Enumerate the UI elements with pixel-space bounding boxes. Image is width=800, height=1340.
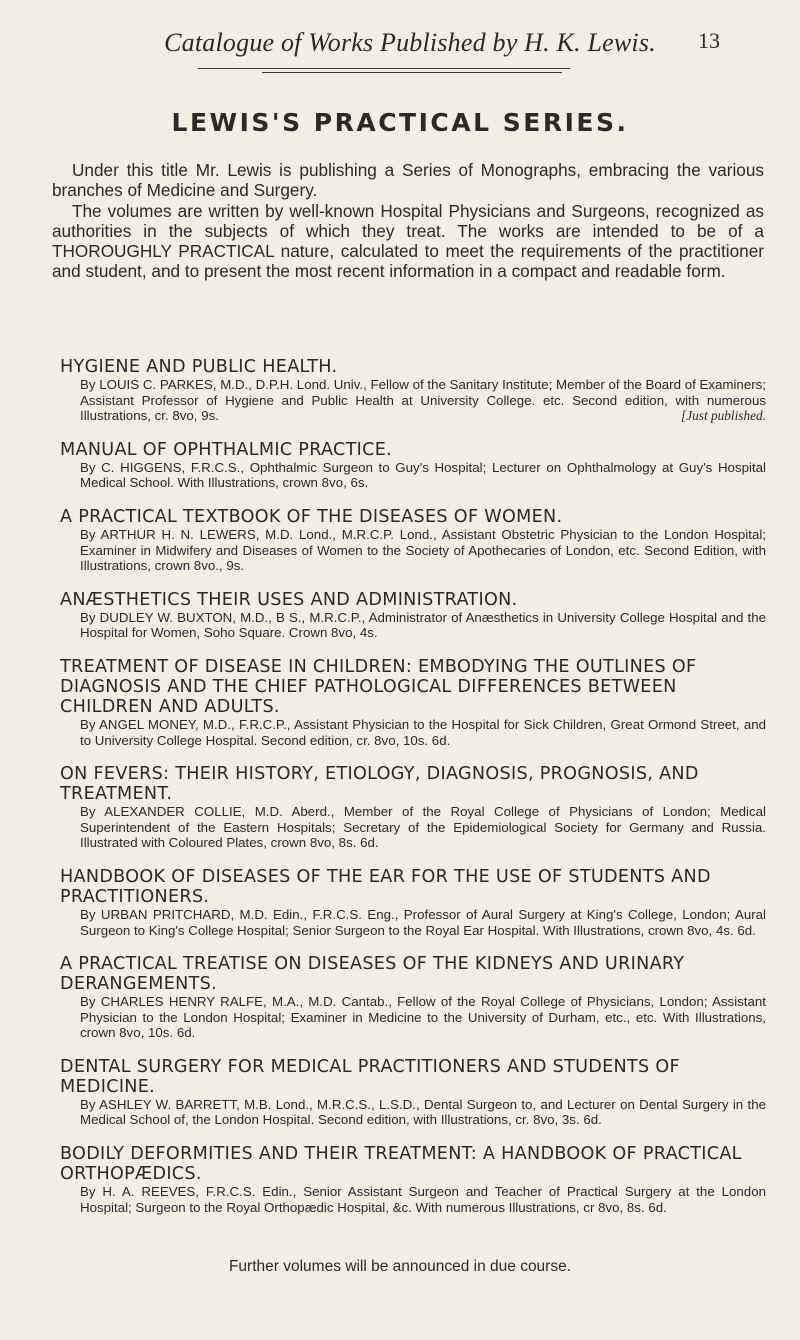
publication-note: [Just published.: [681, 408, 766, 424]
page-number: 13: [698, 28, 720, 53]
book-title: A PRACTICAL TEXTBOOK OF THE DISEASES OF WOMEN.: [60, 506, 563, 527]
header-rule-upper: [198, 68, 570, 69]
book-details: By LOUIS C. PARKES, M.D., D.P.H. Lond. Univ., Fellow of the Sanitary Institute; Member of the Board of Examiners; Assistant Professor of Hygiene and Public Health at University College. etc. Second edition, with numerous Illustrations, cr. 8vo, 9s.: [80, 377, 766, 424]
intro-paragraph-2: The volumes are written by well-known Hospital Physicians and Surgeons, recognized as authorities in the subjects of which they treat. The works are intended to be of a THOROUGHLY PRACTICAL nature, calculated to meet the requirements of the practitioner and student, and to present the most recent information in a compact and readable form.: [52, 200, 764, 282]
book-entry: [60, 867, 766, 938]
closing-note: Further volumes will be announced in due course.: [228, 1258, 572, 1275]
book-details: By URBAN PRITCHARD, M.D. Edin., F.R.C.S. Eng., Professor of Aural Surgery at King's College, London; Aural Surgeon to King's College Hospital; Senior Surgeon to the Royal Ear Hospital. With Illustrations, crown 8vo, 4s. 6d.: [80, 906, 766, 938]
book-details: By DUDLEY W. BUXTON, M.D., B S., M.R.C.P., Administrator of Anæsthetics in University College Hospital and the Hospital for Women, Soho Square. Crown 8vo, 4s.: [80, 609, 766, 641]
book-entry: [60, 1057, 766, 1128]
book-details: By CHARLES HENRY RALFE, M.A., M.D. Cantab., Fellow of the Royal College of Physicians, London; Assistant Physician to the London Hospital; Examiner in Medicine to the University of Durham, etc., etc. With Illustrations, crown 8vo, 10s. 6d.: [80, 994, 766, 1041]
book-details: By H. A. REEVES, F.R.C.S. Edin., Senior Assistant Surgeon and Teacher of Practical Surgery at the London Hospital; Surgeon to the Royal Orthopædic Hospital, &c. With numerous Illustrations, cr 8vo, 8s. 6d.: [80, 1184, 766, 1215]
book-entry: [60, 590, 766, 641]
book-entry: [60, 954, 766, 1041]
book-title: HYGIENE AND PUBLIC HEALTH.: [60, 357, 338, 377]
book-details: By ASHLEY W. BARRETT, M.B. Lond., M.R.C.S., L.S.D., Dental Surgeon to, and Lecturer on Dental Surgery in the Medical School of, the London Hospital. Second edition, with Illustrations, cr. 8vo, 3s. 6d.: [80, 1096, 766, 1128]
book-details: By ANGEL MONEY, M.D., F.R.C.P., Assistant Physician to the Hospital for Sick Children, Great Ormond Street, and to University College Hospital. Second edition, cr. 8vo, 10s. 6d.: [80, 716, 766, 748]
header-rule-lower: [262, 72, 562, 73]
intro-paragraph-1: Under this title Mr. Lewis is publishing a Series of Monographs, embracing the various branches of Medicine and Surgery.: [52, 160, 764, 201]
book-title: A PRACTICAL TREATISE ON DISEASES OF THE KIDNEYS AND URINARY DERANGEMENTS.: [60, 954, 685, 995]
book-entry: [60, 657, 766, 748]
book-description: [60, 377, 766, 424]
running-head-title: Catalogue of Works Published by H. K. Lewis.: [164, 28, 656, 57]
book-title: MANUAL OF OPHTHALMIC PRACTICE.: [60, 439, 393, 460]
intro-text: [52, 160, 764, 282]
book-title: HANDBOOK OF DISEASES OF THE EAR FOR THE USE OF STUDENTS AND PRACTITIONERS.: [60, 866, 711, 907]
book-entry: [60, 764, 766, 851]
book-details: By C. HIGGENS, F.R.C.S., Ophthalmic Surgeon to Guy's Hospital; Lecturer on Ophthalmology at Guy's Hospital Medical School. With Illustrations, crown 8vo, 6s.: [80, 459, 766, 491]
book-entry: [60, 1144, 766, 1215]
book-title: ANÆSTHETICS THEIR USES AND ADMINISTRATION.: [60, 589, 518, 610]
book-title: ON FEVERS: THEIR HISTORY, ETIOLOGY, DIAGNOSIS, PROGNOSIS, AND TREATMENT.: [60, 764, 699, 805]
book-entry: [60, 357, 766, 424]
series-title: LEWIS'S PRACTICAL SERIES.: [171, 108, 629, 137]
book-title: TREATMENT OF DISEASE IN CHILDREN: EMBODYING THE OUTLINES OF DIAGNOSIS AND THE CHIEF PATHOLOGICAL DIFFERENCES BETWEEN CHILDREN AND ADULTS.: [60, 656, 697, 717]
book-entry: [60, 440, 766, 491]
book-details: By ARTHUR H. N. LEWERS, M.D. Lond., M.R.C.P. Lond., Assistant Obstetric Physician to the London Hospital; Examiner in Midwifery and Diseases of Women to the Society of Apothecaries of London, etc. Second Edition, with Illustrations, crown 8vo., 9s.: [80, 526, 766, 574]
book-details: By ALEXANDER COLLIE, M.D. Aberd., Member of the Royal College of Physicians of London; Medical Superintendent of the Eastern Hospitals; Secretary of the Epidemiological Society for Germany and Russia. Illustrated with Coloured Plates, crown 8vo, 8s. 6d.: [80, 804, 766, 851]
book-title: BODILY DEFORMITIES AND THEIR TREATMENT: A HANDBOOK OF PRACTICAL ORTHOPÆDICS.: [60, 1144, 742, 1185]
book-entry: [60, 507, 766, 574]
book-title: DENTAL SURGERY FOR MEDICAL PRACTITIONERS AND STUDENTS OF MEDICINE.: [60, 1056, 680, 1097]
book-entry-list: [60, 357, 766, 1231]
